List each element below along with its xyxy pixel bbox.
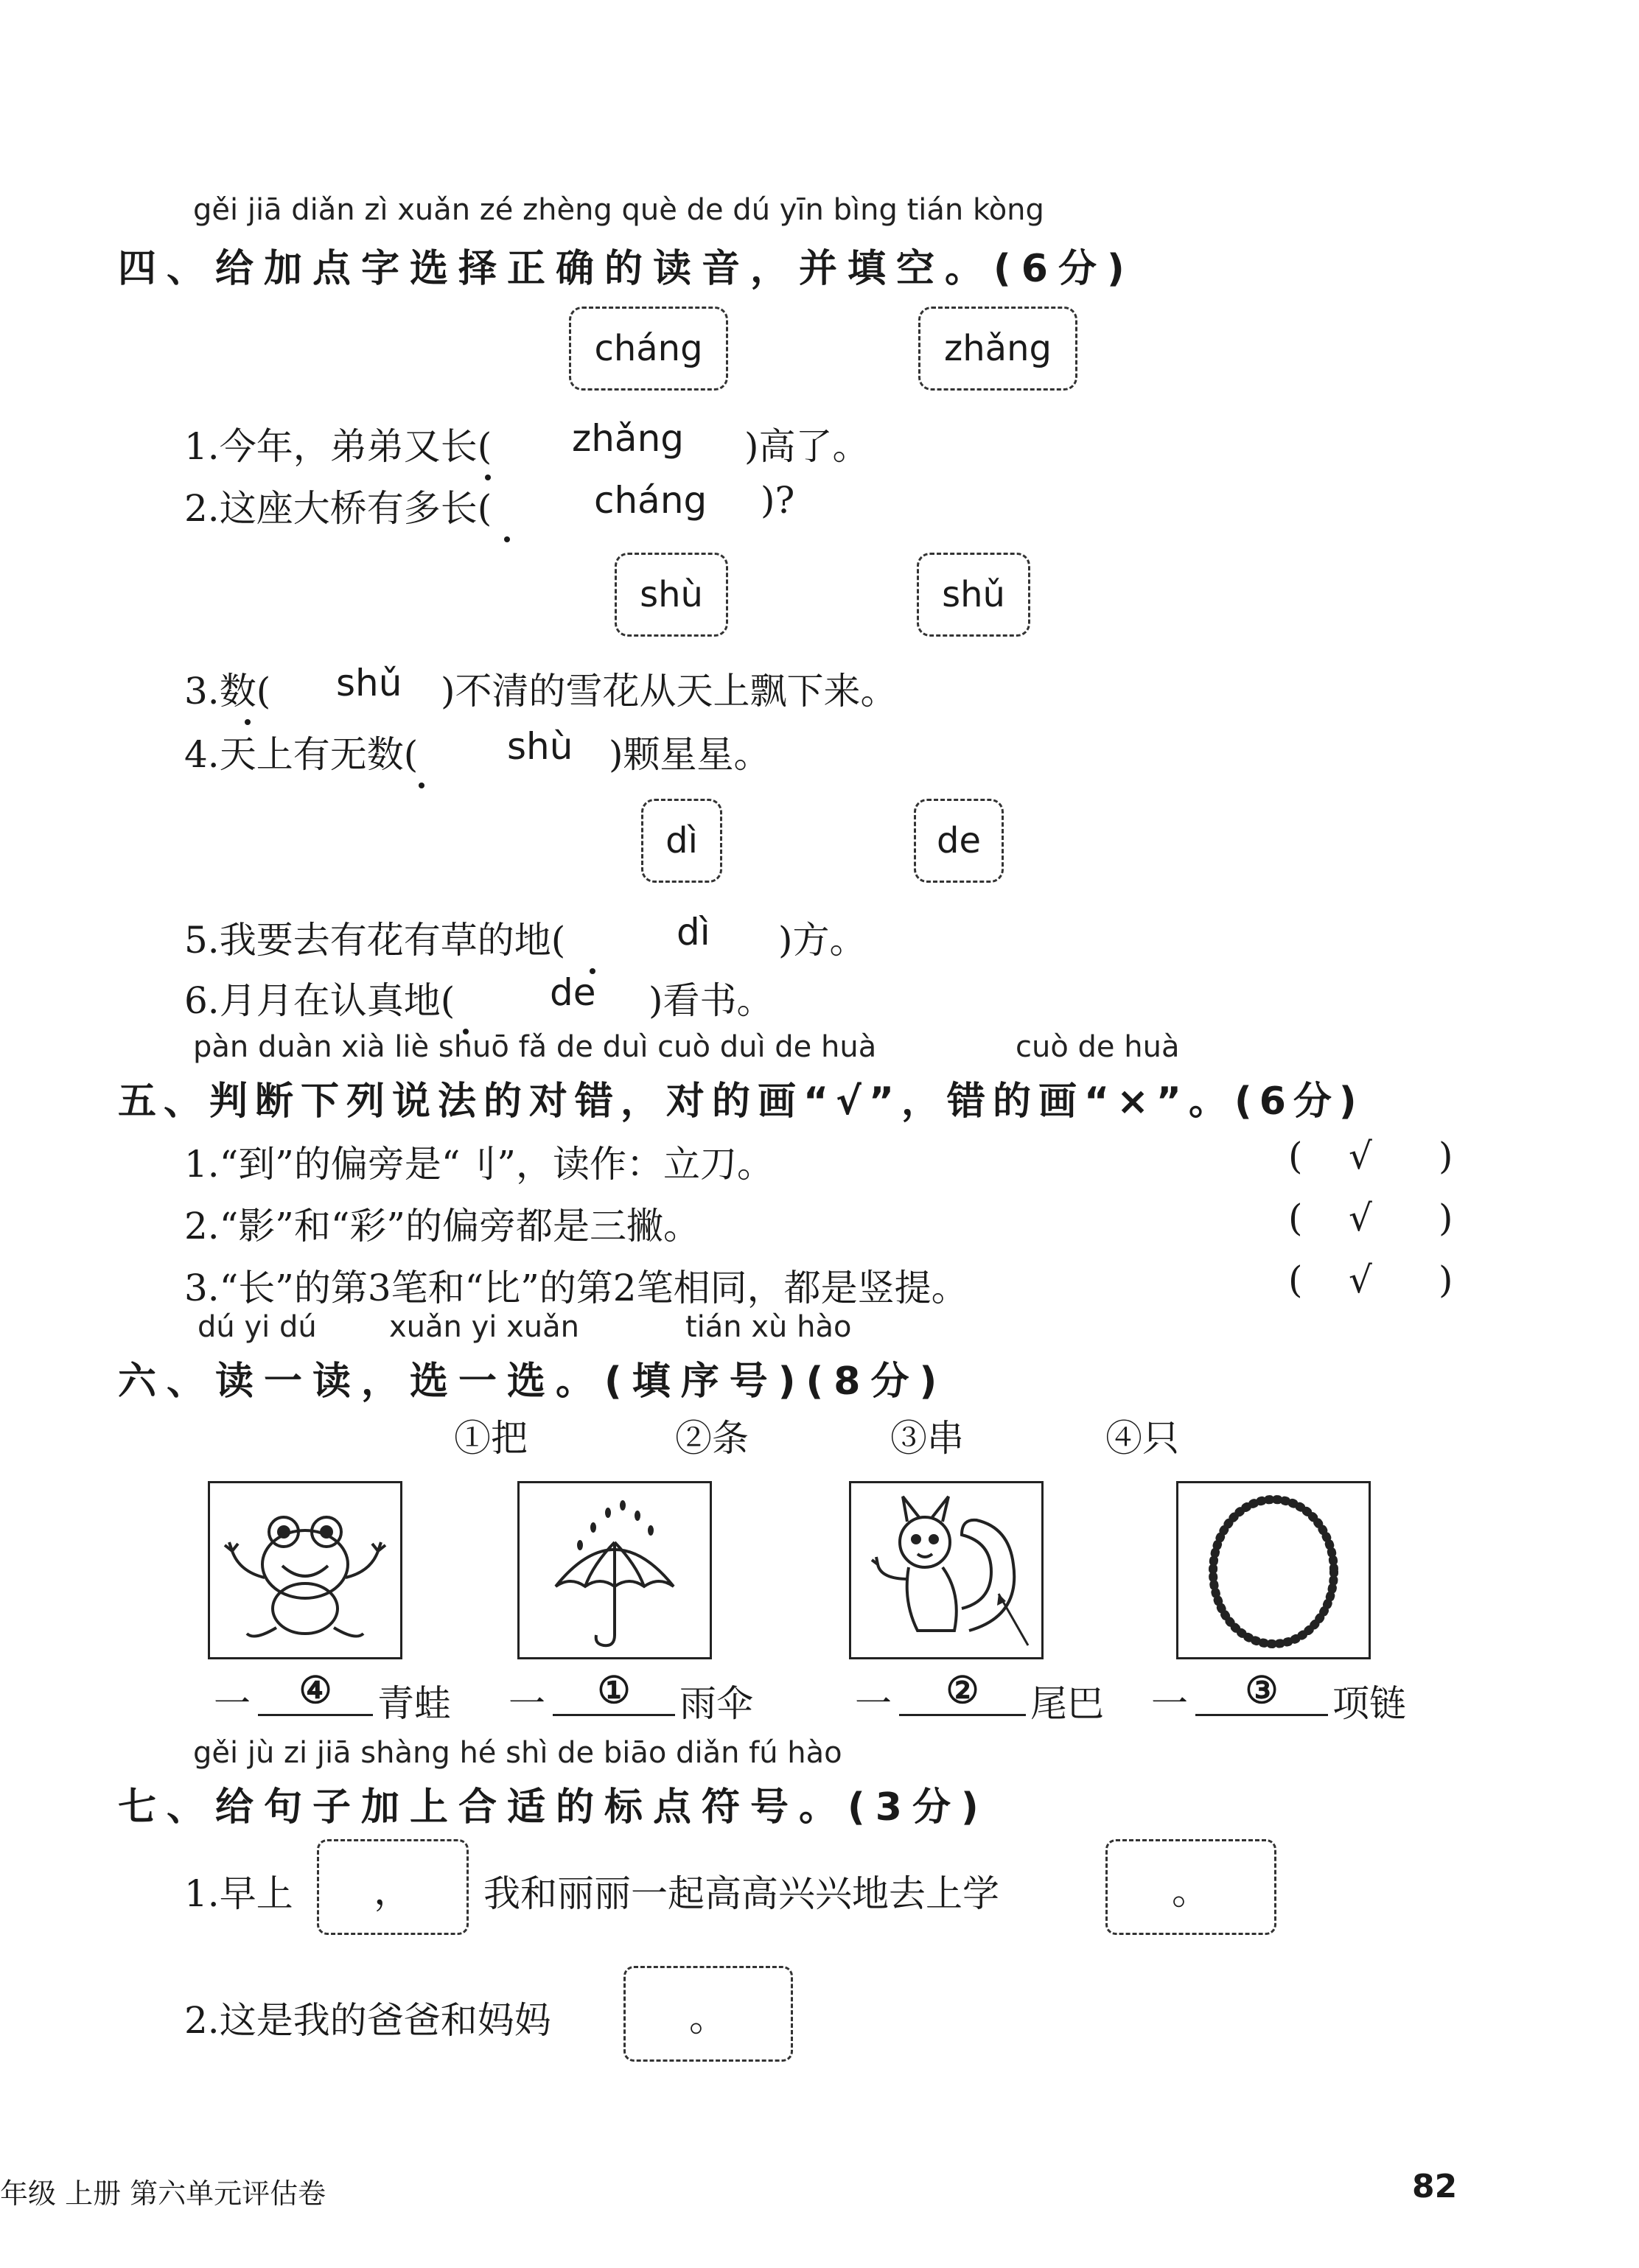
item6-text-after: )看书。 (649, 979, 774, 1022)
blank-4-answer: ③ (1195, 1668, 1328, 1716)
item6-text-before: 6.月月在认真地( (184, 979, 455, 1022)
judge-mark-2: √ (1349, 1197, 1372, 1239)
blank-1-prefix: 一 (214, 1682, 251, 1725)
punct-box-3: 。 (623, 1966, 793, 2062)
section7-pinyin: gěi jù zi jiā shàng hé shì de biāo diǎn fú hào (193, 1736, 842, 1770)
item3-text-before: 3.数( (184, 670, 271, 713)
section4-pinyin: gěi jiā diǎn zì xuǎn zé zhèng què de dú yīn bìng tián kòng (193, 193, 1044, 227)
section5-heading: 五、判断下列说法的对错，对的画“√”，错的画“×”。(6分) (118, 1079, 1364, 1124)
pinyin-option-shu4: shù (615, 553, 728, 637)
section5-pinyin: pàn duàn xià liè shuō fǎ de duì cuò duì de huà (193, 1030, 877, 1064)
section7-heading: 七、给句子加上合适的标点符号。(3分) (118, 1785, 989, 1830)
footer-label: 年级 上册 第六单元评估卷 (0, 2177, 326, 2210)
item1-text-before: 1.今年，弟弟又长( (184, 425, 492, 468)
option-3: ③串 (890, 1417, 964, 1460)
item3-text-after: )不清的雪花从天上飘下来。 (441, 670, 898, 713)
punct-box-1: ， (317, 1839, 469, 1935)
emphasis-dot (245, 719, 251, 725)
punct-item-1-before: 1.早上 (184, 1872, 293, 1915)
blank-4-noun: 项链 (1332, 1682, 1406, 1725)
option-4: ④只 (1105, 1417, 1179, 1460)
punct-item-1-middle: 我和丽丽一起高高兴兴地去上学 (483, 1872, 999, 1915)
frog-picture (208, 1481, 402, 1659)
blank-1-noun: 青蛙 (377, 1682, 451, 1725)
section6-pinyin-1: dú yi dú (198, 1310, 317, 1344)
punct-item-2-before: 2.这是我的爸爸和妈妈 (184, 1999, 551, 2042)
item5-text-before: 5.我要去有花有草的地( (184, 919, 566, 962)
page-number: 82 (1412, 2168, 1458, 2205)
section4-heading: 四、给加点字选择正确的读音，并填空。(6分) (118, 247, 1135, 291)
item2-text-after: )? (761, 479, 795, 522)
item4-text-before: 4.天上有无数( (184, 733, 419, 776)
item1-text-after: )高了。 (744, 425, 870, 468)
necklace-picture (1176, 1481, 1371, 1659)
punct-box-2: 。 (1105, 1839, 1276, 1935)
squirrel-picture (849, 1481, 1044, 1659)
judge-paren-close: ) (1439, 1135, 1453, 1177)
blank-2-noun: 雨伞 (679, 1682, 753, 1725)
blank-3-prefix: 一 (855, 1682, 892, 1725)
judge-paren-close: ) (1439, 1197, 1453, 1239)
pinyin-option-de: de (914, 799, 1004, 883)
option-1: ①把 (454, 1417, 528, 1460)
item5-text-after: )方。 (778, 919, 867, 962)
judge-item-2: 2.“影”和“彩”的偏旁都是三撇。 (184, 1205, 700, 1247)
judge-item-1: 1.“到”的偏旁是“刂”，读作：立刀。 (184, 1143, 774, 1186)
judge-mark-3: √ (1349, 1259, 1372, 1301)
blank-3-answer: ② (899, 1668, 1026, 1716)
item4-answer: shù (507, 725, 573, 768)
necklace-icon (1178, 1483, 1369, 1657)
blank-2-answer: ① (553, 1668, 675, 1716)
item2-answer: cháng (594, 479, 707, 522)
section6-pinyin-2: xuǎn yi xuǎn (389, 1310, 579, 1344)
item5-answer: dì (677, 911, 710, 953)
pinyin-option-shu3: shǔ (917, 553, 1030, 637)
item6-answer: de (550, 971, 596, 1014)
emphasis-dot (504, 536, 510, 542)
item4-text-after: )颗星星。 (609, 733, 771, 776)
judge-paren-open: ( (1288, 1135, 1303, 1177)
item1-answer: zhǎng (572, 417, 685, 460)
blank-1-answer: ④ (258, 1668, 373, 1716)
section5-pinyin-2: cuò de huà (1016, 1030, 1180, 1064)
blank-4-prefix: 一 (1151, 1682, 1188, 1725)
judge-paren-open: ( (1288, 1197, 1303, 1239)
frog-icon (210, 1483, 400, 1657)
pinyin-option-chang: cháng (569, 307, 728, 391)
blank-2-prefix: 一 (509, 1682, 545, 1725)
judge-item-3: 3.“长”的第3笔和“比”的第2笔相同，都是竖提。 (184, 1267, 968, 1309)
section6-pinyin-3: tián xù hào (685, 1310, 852, 1344)
squirrel-icon (851, 1483, 1041, 1657)
pinyin-option-di: dì (641, 799, 722, 883)
judge-paren-close: ) (1439, 1259, 1453, 1301)
umbrella-picture (517, 1481, 712, 1659)
judge-paren-open: ( (1288, 1259, 1303, 1301)
umbrella-icon (520, 1483, 710, 1657)
pinyin-option-zhang: zhǎng (918, 307, 1077, 391)
judge-mark-1: √ (1349, 1135, 1372, 1177)
section6-heading: 六、读一读，选一选。(填序号)(8分) (118, 1359, 948, 1404)
option-2: ②条 (675, 1417, 749, 1460)
blank-3-noun: 尾巴 (1030, 1682, 1104, 1725)
emphasis-dot (419, 783, 424, 788)
item2-text-before: 2.这座大桥有多长( (184, 487, 492, 530)
item3-answer: shǔ (336, 662, 402, 704)
